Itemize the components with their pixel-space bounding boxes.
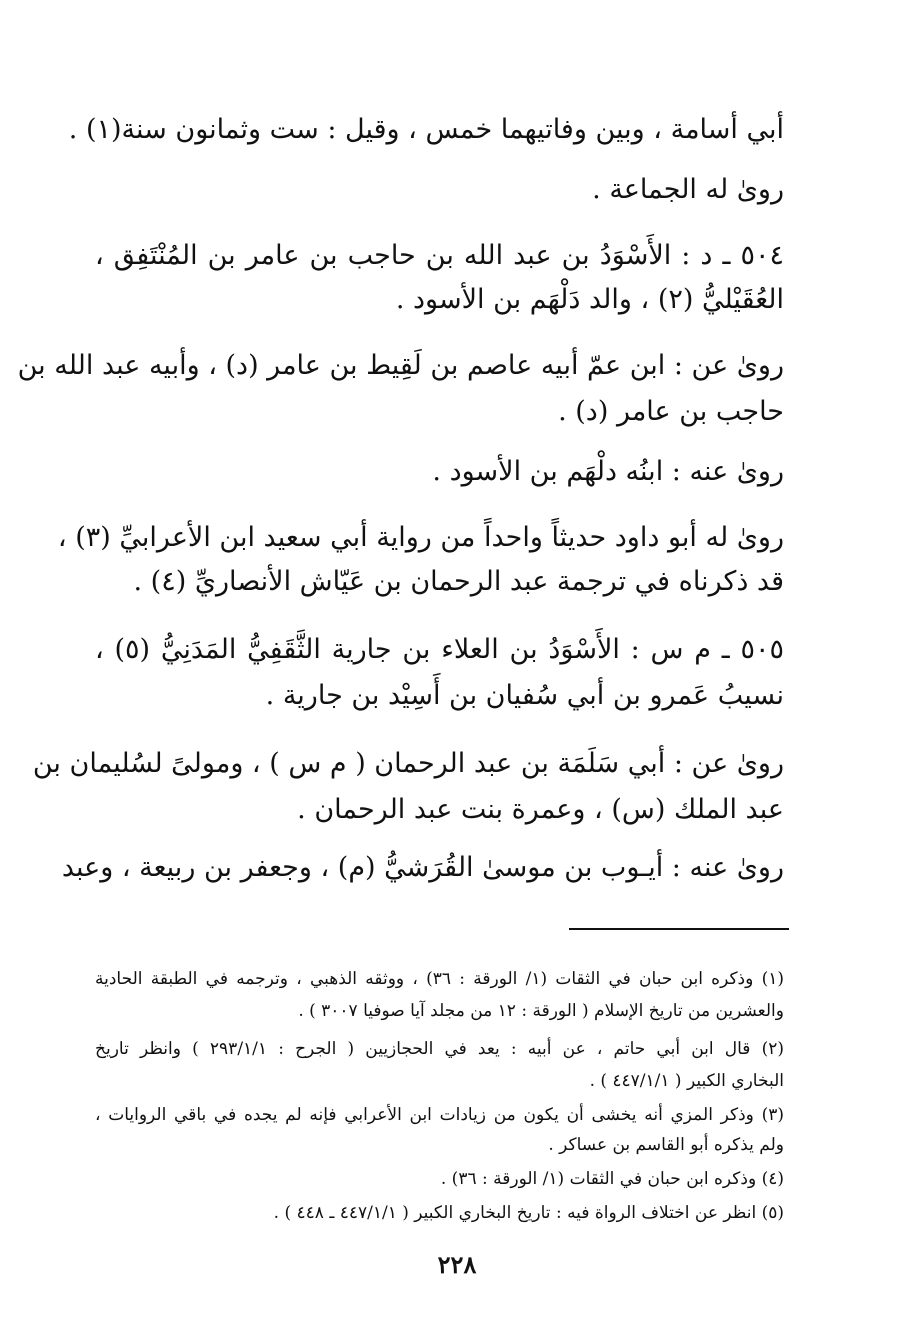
- footnote-line-5: (٣) وذكر المزي أنه يخشى أن يكون من زيادات ابن الأعرابي فإنه لم يجده في باقي الروايات ،: [95, 1105, 784, 1125]
- footnote-line-6: ولم يذكره أبو القاسم بن عساكر .: [548, 1135, 784, 1155]
- footnote-line-2: والعشرين من تاريخ الإسلام ( الورقة : ١٢ من مجلد آيا صوفيا ٣٠٠٧ ) .: [298, 1001, 784, 1021]
- footnote-separator: [569, 928, 789, 930]
- entry-504-heading: ٥٠٤ ـ د : الأَسْوَدُ بن عبد الله بن حاجب بن عامر بن المُنْتَفِق ،: [95, 240, 784, 271]
- body-line-14: روىٰ عنه : أيـوب بن موسىٰ القُرَشيُّ (م) ، وجعفر بن ربيعة ، وعبد: [61, 852, 784, 883]
- body-line-7: روىٰ عنه : ابنُه دلْهَم بن الأسود .: [432, 456, 784, 487]
- entry-505-heading: ٥٠٥ ـ م س : الأَسْوَدُ بن العلاء بن جارية الثَّقَفِيُّ المَدَنِيُّ (٥) ،: [95, 634, 784, 665]
- body-line-11: نسيبُ عَمرو بن أبي سُفيان بن أَسِيْد بن جارية .: [265, 680, 784, 711]
- body-line-5: روىٰ عن : ابن عمّ أبيه عاصم بن لَقِيط بن عامر (د) ، وأبيه عبد الله بن: [17, 350, 784, 381]
- body-line-4: العُقَيْليُّ (٢) ، والد دَلْهَم بن الأسود .: [395, 284, 784, 315]
- body-line-8: روىٰ له أبو داود حديثاً واحداً من رواية أبي سعيد ابن الأعرابيِّ (٣) ،: [57, 522, 784, 553]
- footnote-line-7: (٤) وذكره ابن حبان في الثقات (١/ الورقة : ٣٦) .: [440, 1169, 784, 1189]
- body-line-6: حاجب بن عامر (د) .: [558, 396, 784, 427]
- body-line-1: أبي أسامة ، وبين وفاتيهما خمس ، وقيل : ست وثمانون سنة(١) .: [68, 114, 784, 145]
- footnote-line-8: (٥) انظر عن اختلاف الرواة فيه : تاريخ البخاري الكبير ( ٤٤٧/١/١ ـ ٤٤٨ ) .: [273, 1203, 784, 1223]
- page-number: ٢٢٨: [437, 1250, 477, 1279]
- body-line-2: روىٰ له الجماعة .: [592, 174, 784, 205]
- body-line-12: روىٰ عن : أبي سَلَمَة بن عبد الرحمان ( م س ) ، ومولىً لسُليمان بن: [32, 748, 784, 779]
- body-line-13: عبد الملك (س) ، وعمرة بنت عبد الرحمان .: [297, 794, 784, 825]
- body-line-9: قد ذكرناه في ترجمة عبد الرحمان بن عَيّاش الأنصاريِّ (٤) .: [133, 566, 784, 597]
- footnote-line-4: البخاري الكبير ( ٤٤٧/١/١ ) .: [589, 1071, 784, 1091]
- footnote-line-1: (١) وذكره ابن حبان في الثقات (١/ الورقة : ٣٦) ، ووثقه الذهبي ، وترجمه في الطبقة الحادية: [95, 969, 784, 989]
- footnote-line-3: (٢) قال ابن أبي حاتم ، عن أبيه : يعد في الحجازيين ( الجرح : ٢٩٣/١/١ ) وانظر تاريخ: [95, 1039, 784, 1059]
